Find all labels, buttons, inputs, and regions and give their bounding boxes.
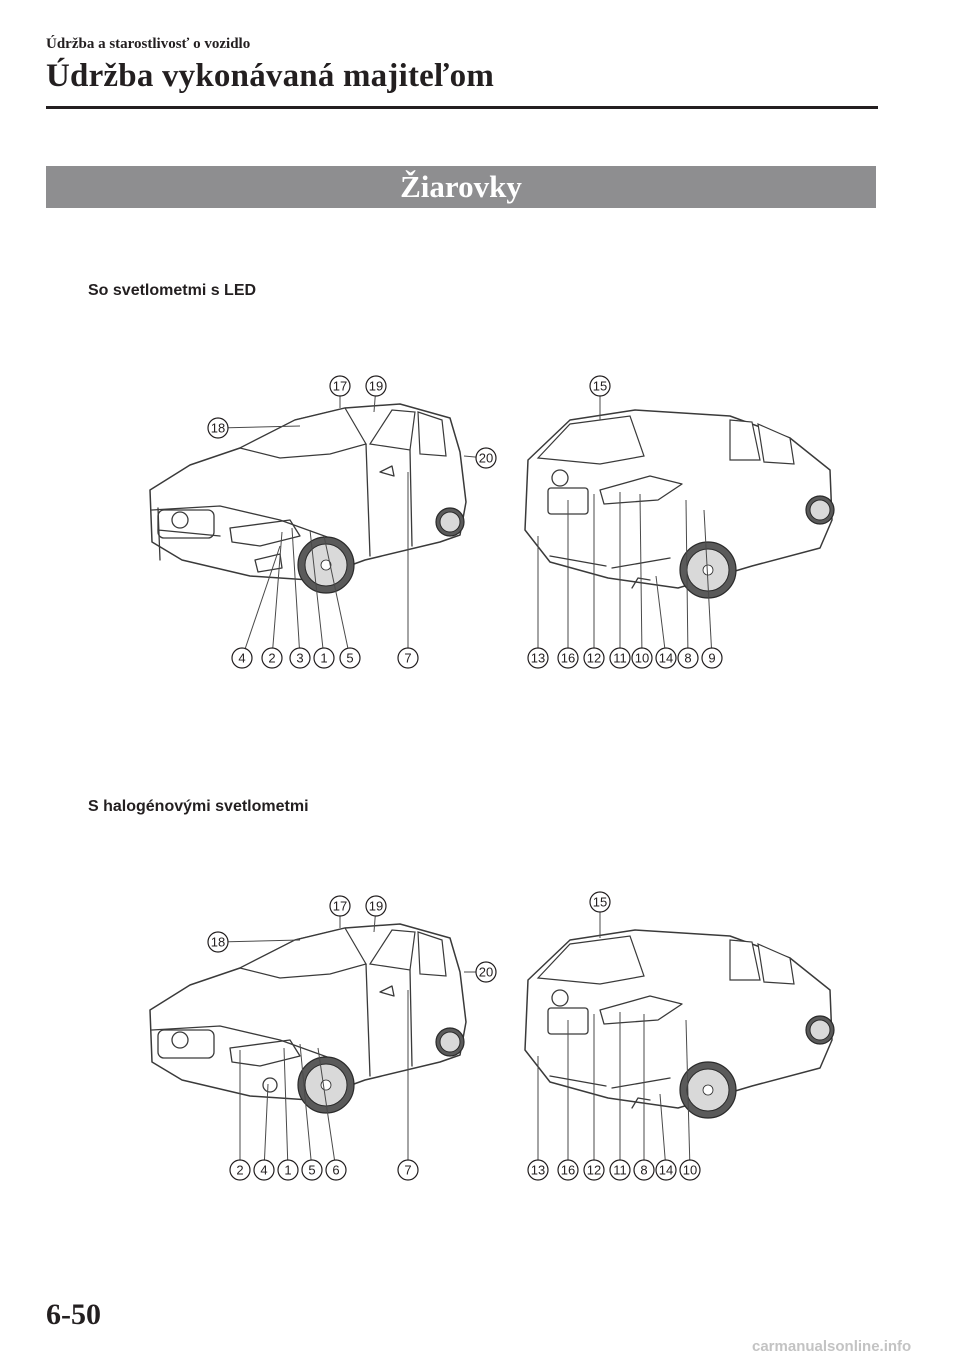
rear-callout-13: 13 bbox=[530, 650, 546, 666]
rear-callout-16: 16 bbox=[560, 1162, 576, 1178]
front-callout-20: 20 bbox=[478, 964, 494, 980]
page-title: Údržba vykonávaná majiteľom bbox=[46, 58, 495, 94]
rear-callout-12: 12 bbox=[586, 650, 602, 666]
front-callout-4: 4 bbox=[238, 650, 246, 666]
rear-callout-16: 16 bbox=[560, 650, 576, 666]
rear-callout-11: 11 bbox=[613, 1162, 627, 1178]
rear-callout-12: 12 bbox=[586, 1162, 602, 1178]
rear-callout-8: 8 bbox=[684, 650, 692, 666]
front-callout-6: 6 bbox=[332, 1162, 340, 1178]
watermark: carmanualsonline.info bbox=[752, 1338, 912, 1355]
front-callout-4: 4 bbox=[260, 1162, 268, 1178]
front-callout-2: 2 bbox=[236, 1162, 244, 1178]
front-callout-5: 5 bbox=[308, 1162, 316, 1178]
rear-callout-10: 10 bbox=[682, 1162, 698, 1178]
front-callout-1: 1 bbox=[320, 650, 328, 666]
rear-car-illustration bbox=[525, 930, 834, 1118]
front-callout-1: 1 bbox=[284, 1162, 292, 1178]
front-callout-19: 19 bbox=[368, 898, 384, 914]
front-callout-5: 5 bbox=[346, 650, 354, 666]
front-callout-19: 19 bbox=[368, 378, 384, 394]
rear-callout-9: 9 bbox=[708, 650, 716, 666]
rear-callout-13: 13 bbox=[530, 1162, 546, 1178]
rear-callout-8: 8 bbox=[640, 1162, 648, 1178]
front-callout-3: 3 bbox=[296, 650, 304, 666]
rear-callout-15: 15 bbox=[592, 894, 608, 910]
front-callout-20: 20 bbox=[478, 450, 494, 466]
led-bulb-location-figure bbox=[130, 360, 850, 680]
front-callout-7: 7 bbox=[404, 650, 412, 666]
rear-callout-14: 14 bbox=[658, 650, 674, 666]
front-car-illustration bbox=[150, 924, 466, 1113]
front-callout-17: 17 bbox=[332, 898, 348, 914]
callout-leader-line bbox=[218, 940, 300, 942]
heading-rule bbox=[46, 106, 878, 109]
rear-callout-15: 15 bbox=[592, 378, 608, 394]
section-title: Žiarovky bbox=[400, 169, 522, 204]
led-figure-caption: So svetlometmi s LED bbox=[88, 282, 257, 299]
halogen-figure-caption: S halogénovými svetlometmi bbox=[88, 798, 309, 815]
rear-callout-14: 14 bbox=[658, 1162, 674, 1178]
page-number: 6-50 bbox=[46, 1298, 101, 1331]
front-callout-17: 17 bbox=[332, 378, 348, 394]
front-callout-2: 2 bbox=[268, 650, 276, 666]
front-callout-7: 7 bbox=[404, 1162, 412, 1178]
front-callout-18: 18 bbox=[210, 420, 226, 436]
callout-leader-line bbox=[656, 576, 666, 658]
rear-callout-11: 11 bbox=[613, 650, 627, 666]
section-title-bar bbox=[46, 166, 876, 208]
running-head: Údržba a starostlivosť o vozidlo bbox=[46, 36, 251, 52]
rear-callout-10: 10 bbox=[634, 650, 650, 666]
front-callout-18: 18 bbox=[210, 934, 226, 950]
halogen-bulb-location-figure bbox=[130, 880, 850, 1200]
rear-car-illustration bbox=[525, 410, 834, 598]
front-car-illustration bbox=[150, 404, 466, 593]
